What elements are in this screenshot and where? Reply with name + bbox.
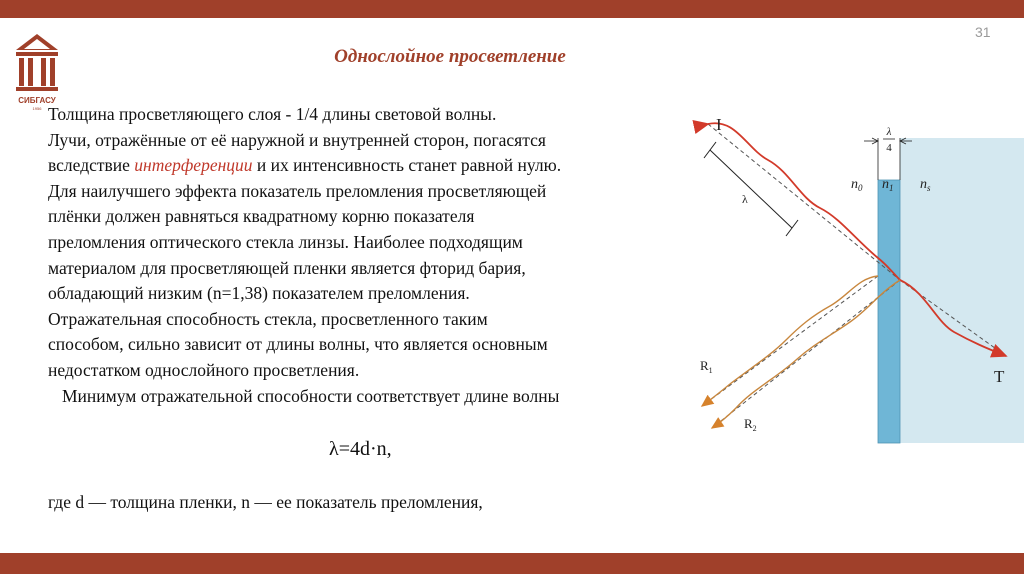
body-line: Для наилучшего эффекта показатель преломления просветляющей	[48, 180, 547, 201]
reflected-axis-2	[712, 280, 900, 428]
body-line: Отражательная способность стекла, просветленного таким	[48, 308, 488, 329]
reflected-axis-1	[702, 276, 878, 406]
label-lambda: λ	[742, 192, 748, 206]
body-line-pre: вследствие	[48, 155, 135, 176]
logo-caption: СИБГАСУ	[18, 96, 56, 105]
label-n1: $n_1$	[882, 177, 894, 193]
coating-film	[878, 180, 900, 443]
wavelength-marker	[704, 142, 798, 236]
incident-axis	[708, 124, 900, 280]
label-ns: $n_s$	[920, 177, 931, 193]
top-accent-bar	[0, 0, 1024, 18]
antireflection-diagram	[688, 108, 1024, 448]
label-incident: I	[716, 115, 722, 134]
slide-number: 31	[975, 24, 991, 40]
wavelength-formula: λ=4d·n,	[329, 438, 392, 460]
label-transmitted: T	[994, 367, 1005, 386]
body-line: плёнки должен равняться квадратному корню показателя	[48, 206, 475, 227]
bottom-accent-bar	[0, 553, 1024, 574]
body-line: преломления оптического стекла линзы. Наиболее подходящим	[48, 231, 523, 252]
body-line: способом, сильно зависит от длины волны, что является основным	[48, 334, 548, 355]
body-line: материалом для просветляющей пленки является фторид бария,	[48, 257, 526, 278]
glass-substrate	[900, 138, 1024, 443]
body-line: обладающий низким (n=1,38) показателем преломления.	[48, 283, 470, 304]
body-line: Лучи, отражённые от её наружной и внутренней сторон, погасятся	[48, 129, 546, 150]
body-paragraph	[48, 102, 688, 409]
body-line: Толщина просветляющего слоя - 1/4 длины световой волны.	[48, 104, 497, 124]
logo-subcaption: 1956	[32, 106, 42, 111]
body-line	[48, 153, 688, 179]
frac-denominator: 4	[886, 142, 892, 154]
label-n0: $n_0$	[851, 177, 863, 193]
body-line: недостатком однослойного просветления.	[48, 359, 360, 380]
formula-footnote: где d — толщина пленки, n — ее показатель преломления,	[48, 492, 483, 512]
label-r1: $R_1$	[700, 358, 713, 375]
frac-numerator: λ	[886, 126, 892, 138]
body-line-post: и их интенсивность станет равной нулю.	[252, 155, 562, 176]
interference-term: интерференции	[134, 155, 253, 176]
body-line: Минимум отражательной способности соответствует длине волны	[62, 385, 560, 406]
slide-title: Однослойное просветление	[334, 46, 566, 67]
label-r2: $R_2$	[744, 416, 757, 433]
